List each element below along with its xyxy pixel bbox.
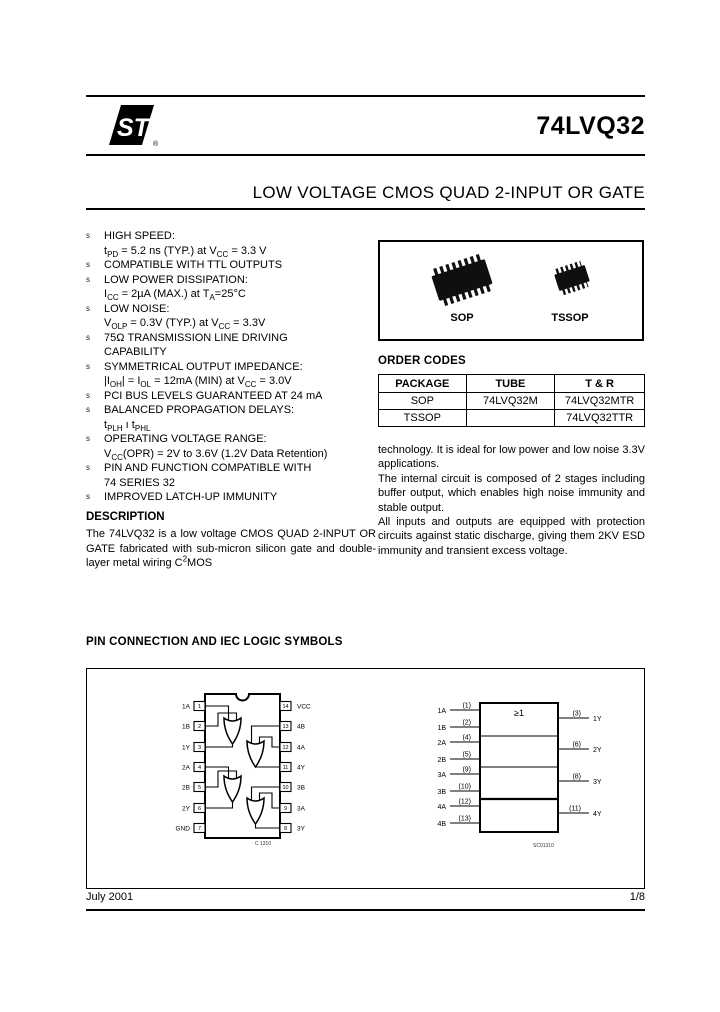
bullet-glyph: s — [86, 274, 90, 284]
order-codes-table — [378, 374, 645, 427]
description-paragraph: All inputs and outputs are equipped with protection circuits against static discharge, giving them 2KV ESD immunity and transient excess voltage. — [378, 516, 645, 557]
dip-pin-label: 3Y — [297, 825, 305, 833]
feature-line: $t_{PLH}$ ı $t_{PHL}$ — [104, 418, 151, 433]
iec-input-pin: (10) — [458, 783, 471, 791]
feature-lines — [104, 360, 382, 389]
iec-input-pin: (9) — [462, 766, 471, 774]
iec-input-name: 3B — [437, 789, 446, 796]
description-paragraph: The internal circuit is composed of 2 stages including buffer output, which enables high noise immunity and stable output. — [378, 472, 645, 514]
iec-input-name: 2A — [437, 740, 446, 747]
package-figure — [378, 240, 644, 341]
footer-rule — [86, 909, 645, 911]
iec-input-name: 3A — [437, 772, 446, 779]
bullet-glyph: s — [86, 332, 90, 342]
dip-pin-label: 2Y — [182, 805, 190, 813]
package-images — [380, 242, 642, 339]
feature-item — [86, 302, 382, 331]
feature-lines — [104, 389, 382, 404]
dip-pin-number: 8 — [283, 826, 288, 832]
bullet-glyph: s — [86, 492, 90, 501]
iec-symbol — [437, 703, 601, 850]
iec-input-name: 1A — [437, 708, 446, 715]
dip-pin-label: 3A — [297, 805, 305, 813]
iec-gate-symbol: ≥1 — [514, 708, 524, 718]
feature-item — [86, 229, 382, 258]
dip-pin-label: 4A — [297, 744, 305, 752]
bullet-glyph: s — [86, 463, 90, 472]
feature-item — [86, 403, 382, 432]
registered-mark: ® — [153, 141, 159, 148]
package-label-sop: SOP — [450, 312, 474, 324]
tssop-chip-image — [553, 263, 590, 294]
footer-date: July 2001 — [86, 891, 134, 903]
header-rule-top — [86, 95, 645, 97]
order-codes-cell — [466, 410, 555, 427]
page-number: 1/8 — [629, 891, 645, 903]
package-label-tssop: TSSOP — [551, 312, 589, 324]
dip-pin-number: 12 — [282, 745, 289, 751]
st-logo — [97, 101, 161, 151]
iec-input-name: 2B — [437, 757, 446, 764]
order-codes-col-header: PACKAGE — [379, 375, 467, 393]
feature-lines — [104, 461, 382, 490]
description-text: The 74LVQ32 is a low voltage CMOS QUAD 2-INPUT OR GATE fabricated with sub-micron silicon gate and double-layer metal wiring $C^2MOS$ — [86, 528, 376, 569]
feature-item — [86, 258, 382, 273]
bullet-glyph: s — [86, 260, 90, 269]
feature-lines — [104, 403, 382, 432]
description-paragraph: technology. It is ideal for low power and low noise 3.3V applications. — [378, 444, 645, 471]
features-list — [86, 229, 382, 505]
iec-output-pin: (11) — [569, 805, 581, 813]
feature-line: IMPROVED LATCH-UP IMMUNITY — [104, 491, 278, 503]
dip-pin-number: 1 — [197, 704, 202, 710]
dip-pin-label: VCC — [297, 703, 311, 711]
bullet-glyph: s — [86, 390, 90, 400]
header-rule-bottom — [86, 154, 645, 156]
order-codes-col-header: T & R — [555, 375, 645, 393]
bullet-glyph: s — [86, 231, 90, 240]
dip-pin-number: 13 — [282, 724, 289, 730]
title-rule — [86, 208, 645, 210]
dip-pin-number: 5 — [197, 785, 202, 791]
feature-line: 75Ω TRANSMISSION LINE DRIVING — [104, 331, 288, 344]
dip-pin-number: 11 — [282, 765, 289, 771]
iec-input-pin: (2) — [462, 719, 471, 727]
iec-output-pin: (6) — [572, 741, 581, 749]
feature-line: $I_{CC} = 2\mu A$ (MAX.) at $T_A=25^\circ C$ — [104, 288, 246, 303]
order-codes-header-row — [379, 375, 645, 393]
order-codes-cell: 74LVQ32TTR — [555, 410, 645, 427]
feature-item — [86, 331, 382, 360]
st-logo-graphic — [97, 101, 161, 151]
order-codes-cell: 74LVQ32MTR — [555, 393, 645, 410]
feature-item — [86, 461, 382, 490]
dip-pin-label: 4B — [297, 723, 305, 731]
dip-pin-number: 10 — [282, 785, 289, 791]
iec-output-name: 3Y — [593, 779, 602, 786]
part-number: 74LVQ32 — [536, 112, 645, 140]
feature-lines — [104, 273, 382, 302]
feature-line: LOW POWER DISSIPATION: — [104, 273, 248, 286]
iec-input-pin: (1) — [462, 702, 471, 710]
iec-output-name: 4Y — [593, 811, 602, 818]
order-codes-cell: TSSOP — [379, 410, 467, 427]
pin-figure-box — [86, 668, 645, 889]
page-title: LOW VOLTAGE CMOS QUAD 2-INPUT OR GATE — [252, 183, 645, 202]
iec-input-pin: (12) — [458, 798, 471, 806]
dip-pin-label: 2A — [182, 764, 190, 772]
feature-line: $t_{PD} = 5.2$ ns (TYP.) at $V_{CC} = 3.3$ V — [104, 244, 267, 259]
feature-line: OPERATING VOLTAGE RANGE: — [104, 433, 267, 445]
iec-input-name: 1B — [437, 725, 446, 732]
feature-line: PIN AND FUNCTION COMPATIBLE WITH — [104, 462, 312, 474]
dip-pin-label: 4Y — [297, 764, 305, 772]
dip-pin-number: 7 — [197, 826, 202, 832]
bullet-glyph: s — [86, 361, 90, 371]
feature-line: LOW NOISE: — [104, 302, 170, 315]
description-heading: DESCRIPTION — [86, 511, 165, 523]
iec-input-pin: (4) — [462, 734, 471, 742]
feature-item — [86, 490, 382, 505]
dip-pin-number: 3 — [197, 745, 202, 751]
iec-input-pin: (5) — [462, 751, 471, 759]
feature-line: 74 SERIES 32 — [104, 476, 175, 489]
pin-diagrams — [87, 669, 644, 888]
feature-item — [86, 389, 382, 404]
feature-line: $|I_{OH}| = I_{OL} = 12mA$ (MIN) at $V_{CC} = 3.0V$ — [104, 375, 292, 390]
dip-pin-label: 1A — [182, 703, 190, 711]
bullet-glyph: s — [86, 405, 90, 414]
dip-pin-number: 4 — [197, 765, 202, 771]
iec-figure-code: SC01310 — [533, 843, 554, 849]
feature-line: SYMMETRICAL OUTPUT IMPEDANCE: — [104, 360, 303, 373]
feature-lines — [104, 432, 382, 461]
feature-lines — [104, 331, 382, 360]
feature-line: PCI BUS LEVELS GUARANTEED AT 24 mA — [104, 389, 323, 402]
iec-output-pin: (8) — [572, 773, 581, 781]
feature-line: COMPATIBLE WITH TTL OUTPUTS — [104, 259, 283, 271]
dip-pin-label: GND — [175, 825, 190, 833]
order-codes-row — [379, 393, 645, 410]
pin-section-heading: PIN CONNECTION AND IEC LOGIC SYMBOLS — [86, 636, 343, 648]
feature-line: CAPABILITY — [104, 346, 167, 358]
dip-pin-number: 9 — [283, 806, 288, 812]
iec-input-name: 4A — [437, 804, 446, 811]
feature-item — [86, 360, 382, 389]
iec-output-pin: (3) — [572, 710, 581, 718]
dip-pin-number: 6 — [197, 806, 202, 812]
dip-pin-number: 14 — [282, 704, 289, 710]
st-logo-text: ST — [117, 114, 149, 142]
feature-lines — [104, 229, 382, 258]
iec-output-name: 2Y — [593, 747, 602, 754]
bullet-glyph: s — [86, 303, 90, 313]
order-codes-row — [379, 410, 645, 427]
dip-diagram — [176, 694, 311, 847]
iec-input-name: 4B — [437, 821, 446, 828]
feature-lines — [104, 302, 382, 331]
dip-figure-code: C 1310 — [255, 841, 272, 847]
dip-pin-number: 2 — [197, 724, 202, 730]
feature-line: $V_{CC}(OPR) = 2V$ to 3.6V (1.2V Data Retention) — [104, 447, 328, 462]
dip-pin-label: 2B — [182, 784, 190, 792]
dip-pin-label: 3B — [297, 784, 305, 792]
right-column-text — [378, 443, 645, 558]
feature-line: $V_{OLP} = 0.3V$ (TYP.) at $V_{CC} = 3.3V$ — [104, 317, 266, 332]
order-codes-heading: ORDER CODES — [378, 355, 466, 367]
order-codes-cell: SOP — [379, 393, 467, 410]
order-codes-cell: 74LVQ32M — [466, 393, 555, 410]
feature-item — [86, 432, 382, 461]
bullet-glyph: s — [86, 434, 90, 443]
feature-item — [86, 273, 382, 302]
feature-line: HIGH SPEED: — [104, 230, 175, 242]
feature-lines — [104, 490, 382, 505]
iec-output-name: 1Y — [593, 716, 602, 723]
feature-line: BALANCED PROPAGATION DELAYS: — [104, 404, 295, 416]
feature-lines — [104, 258, 382, 273]
dip-pin-label: 1Y — [182, 744, 190, 752]
dip-pin-label: 1B — [182, 723, 190, 731]
sop-chip-image — [430, 256, 493, 304]
iec-input-pin: (13) — [458, 815, 471, 823]
order-codes-col-header: TUBE — [466, 375, 555, 393]
